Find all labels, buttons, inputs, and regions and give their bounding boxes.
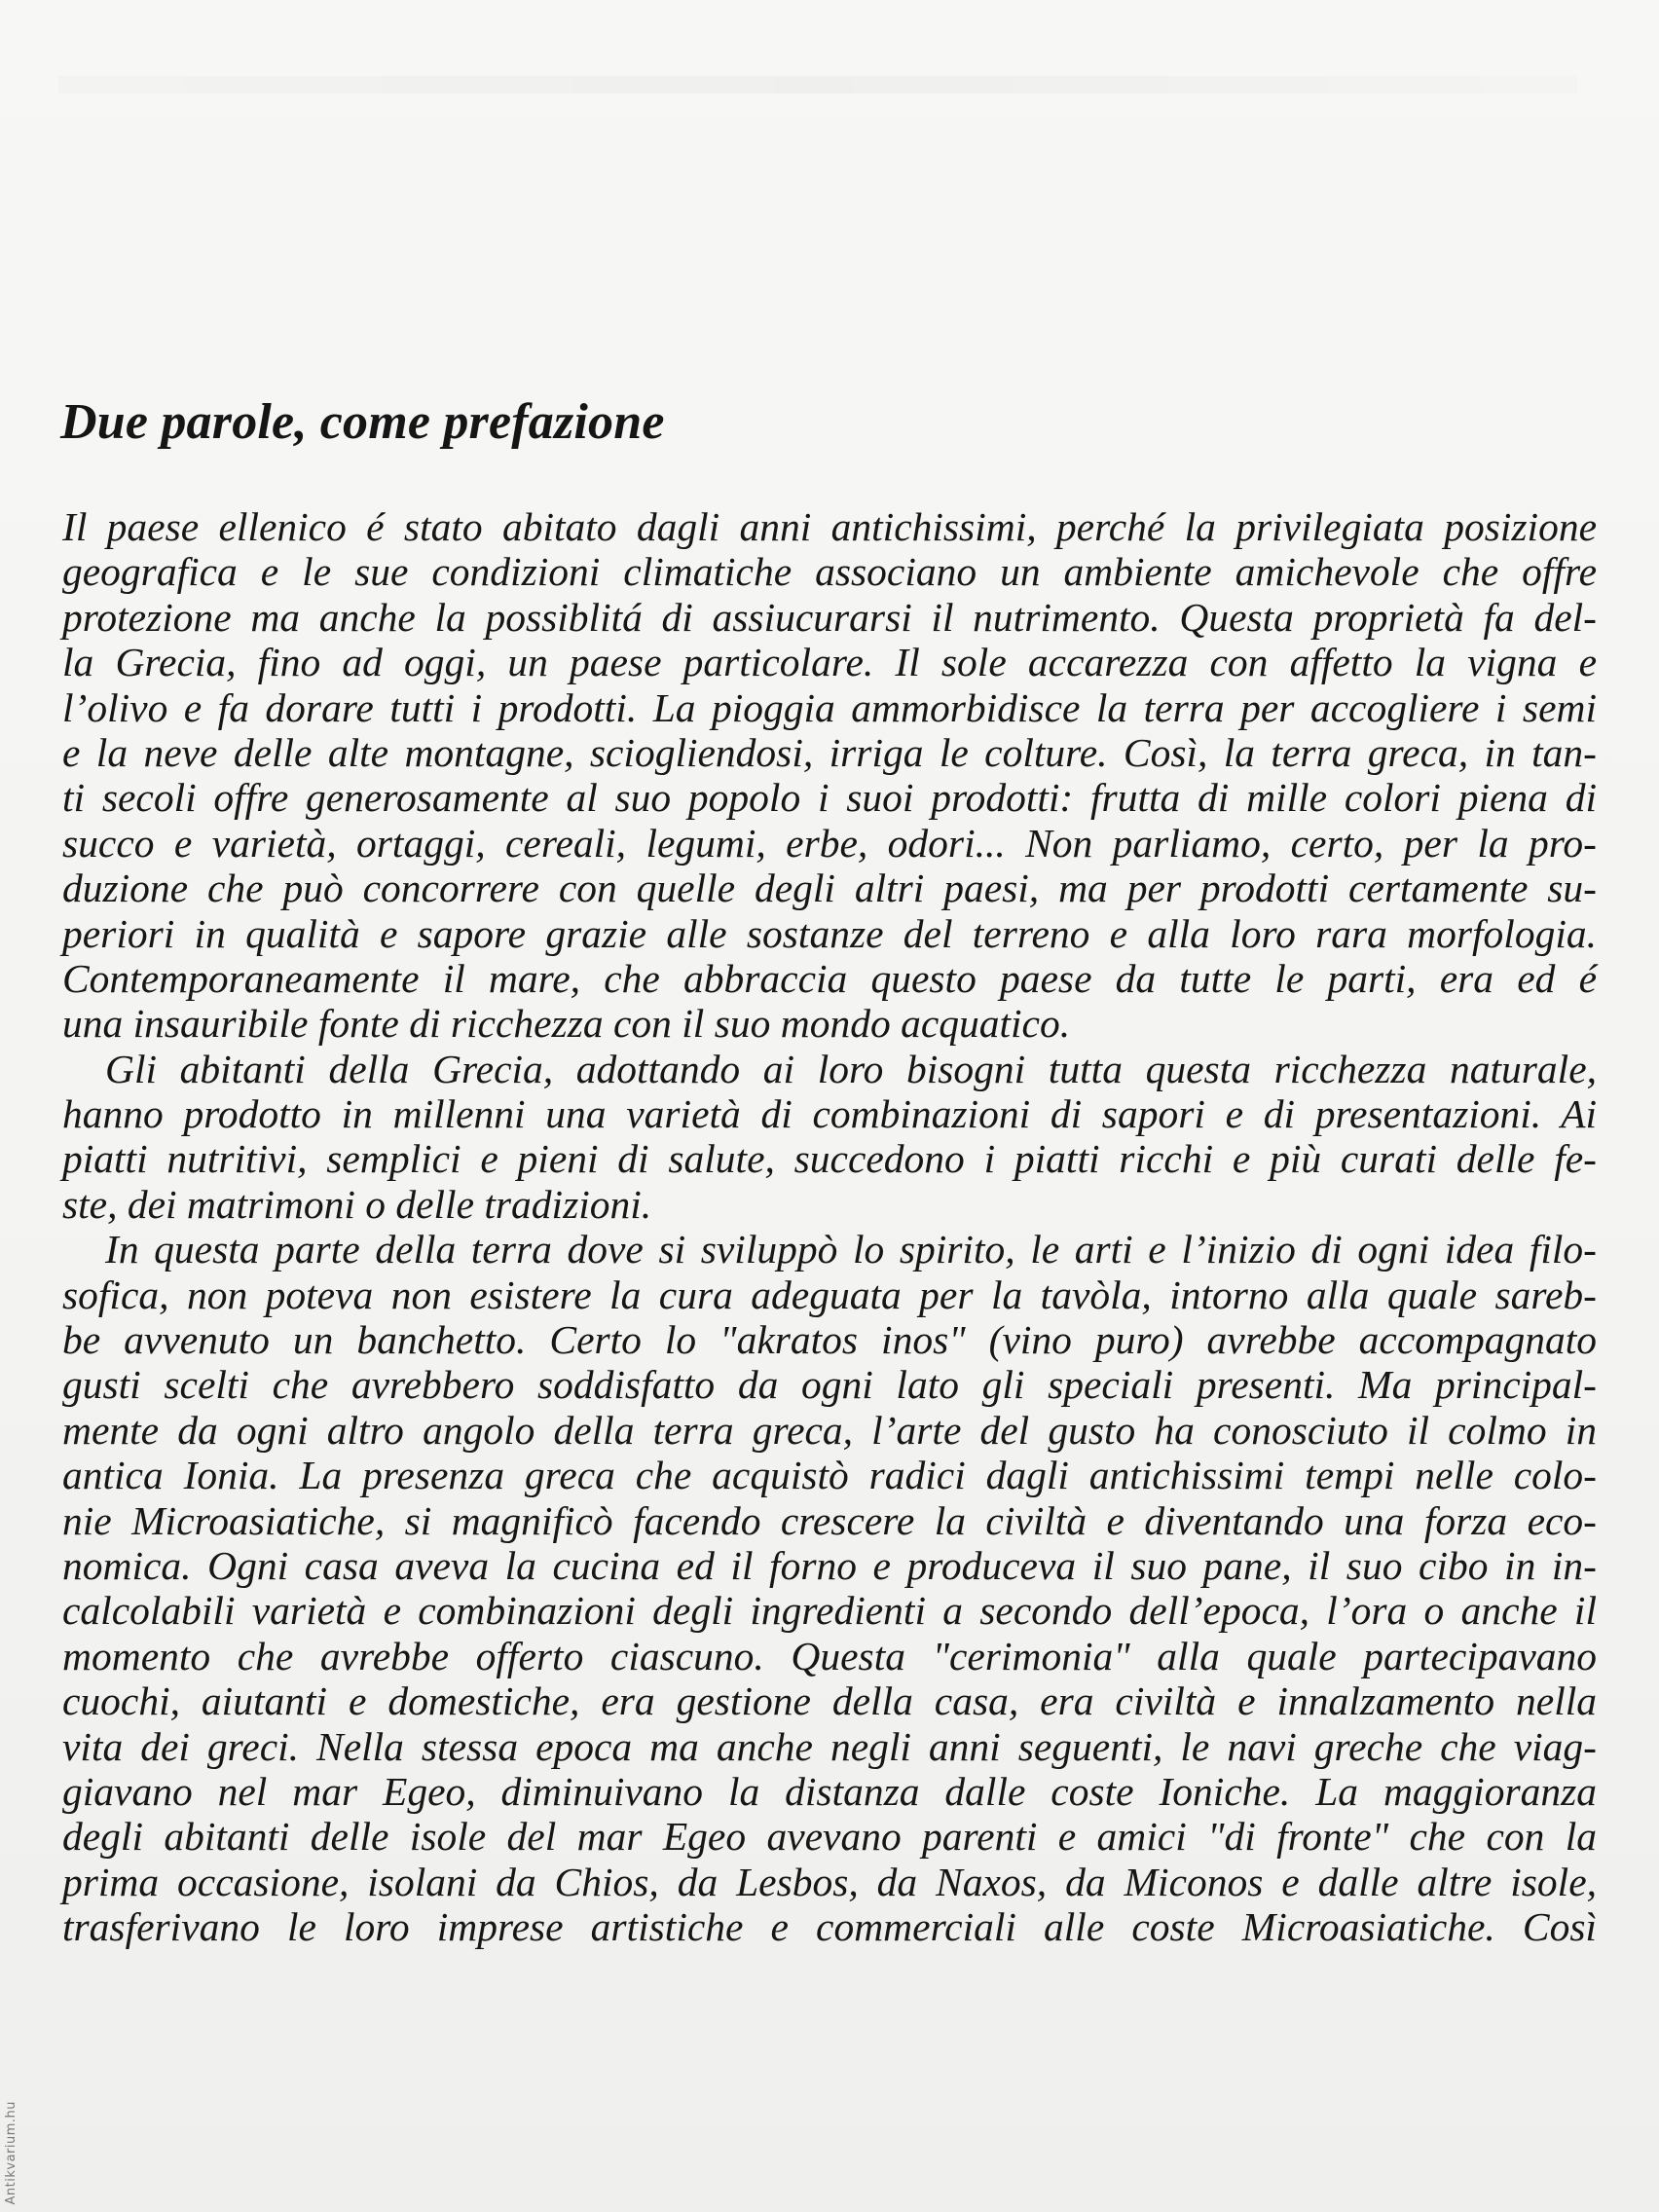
text-line: duzione che può concorrere con quelle degli altri paesi, ma per prodotti certamente su-: [62, 866, 1597, 911]
text-line: trasferivano le loro imprese artistiche e commerciali alle coste Microasiatiche. Così: [62, 1904, 1597, 1950]
text-line: la Grecia, fino ad oggi, un paese particolare. Il sole accarezza con affetto la vigna e: [62, 640, 1597, 685]
text-line: gusti scelti che avrebbero soddisfatto da ogni lato gli speciali presenti. Ma principal-: [62, 1362, 1597, 1408]
text-line: In questa parte della terra dove si sviluppò lo spirito, le arti e l’inizio di ogni idea filo-: [105, 1227, 1597, 1272]
show-through-shadow: [58, 76, 1577, 93]
text-line: sofica, non poteva non esistere la cura adeguata per la tavòla, intorno alla quale sareb-: [62, 1272, 1597, 1317]
text-line: periori in qualità e sapore grazie alle sostanze del terreno e alla loro rara morfologia.: [62, 910, 1597, 956]
text-line: calcolabili varietà e combinazioni degli ingredienti a secondo dell’epoca, l’ora o anche il: [62, 1588, 1597, 1634]
text-line: hanno prodotto in millenni una varietà di combinazioni di sapori e di presentazioni. Ai: [62, 1091, 1597, 1137]
text-line: Contemporaneamente il mare, che abbraccia questo paese da tutte le parti, era ed é: [62, 955, 1597, 1001]
text-line: l’olivo e fa dorare tutti i prodotti. La pioggia ammorbidisce la terra per accogliere i semi: [62, 684, 1597, 730]
text-line: nie Microasiatiche, si magnificò facendo crescere la civiltà e diventando una forza eco-: [62, 1497, 1597, 1543]
text-line: protezione ma anche la possiblitá di assiucurarsi il nutrimento. Questa proprietà fa del-: [62, 594, 1597, 640]
text-line: giavano nel mar Egeo, diminuivano la distanza dalle coste Ioniche. La maggioranza: [62, 1768, 1597, 1814]
text-line: Il paese ellenico é stato abitato dagli anni antichissimi, perché la privilegiata posizione: [62, 504, 1597, 549]
text-line: piatti nutritivi, semplici e pieni di salute, succedono i piatti ricchi e più curati delle fe-: [62, 1136, 1597, 1182]
text-line: e la neve delle alte montagne, sciogliendosi, irriga le colture. Così, la terra greca, in tan-: [62, 729, 1597, 775]
text-line: ste, dei matrimoni o delle tradizioni.: [62, 1181, 652, 1227]
text-line: cuochi, aiutanti e domestiche, era gestione della casa, era civiltà e innalzamento nella: [62, 1678, 1597, 1724]
text-line: Gli abitanti della Grecia, adottando ai loro bisogni tutta questa ricchezza naturale,: [105, 1046, 1597, 1091]
text-line: degli abitanti delle isole del mar Egeo avevano parenti e amici "di fronte" che con la: [62, 1814, 1597, 1860]
text-line: prima occasione, isolani da Chios, da Lesbos, da Naxos, da Miconos e dalle altre isole,: [62, 1859, 1597, 1904]
text-line: ti secoli offre generosamente al suo popolo i suoi prodotti: frutta di mille colori piena di: [62, 775, 1597, 821]
text-line: vita dei greci. Nella stessa epoca ma anche negli anni seguenti, le navi greche che viag-: [62, 1723, 1597, 1769]
text-line: momento che avrebbe offerto ciascuno. Questa "cerimonia" alla quale partecipavano: [62, 1633, 1597, 1678]
text-line: mente da ogni altro angolo della terra greca, l’arte del gusto ha conosciuto il colmo in: [62, 1407, 1597, 1453]
text-line: nomica. Ogni casa aveva la cucina ed il forno e produceva il suo pane, il suo cibo in in-: [62, 1542, 1597, 1588]
preface-body: [62, 504, 1597, 1950]
text-line: geografica e le sue condizioni climatiche associano un ambiente amichevole che offre: [62, 549, 1597, 595]
page-title: Due parole, come prefazione: [60, 394, 665, 450]
text-line: antica Ionia. La presenza greca che acquistò radici dagli antichissimi tempi nelle colo-: [62, 1453, 1597, 1498]
text-line: succo e varietà, ortaggi, cereali, legumi, erbe, odori... Non parliamo, certo, per la pro-: [62, 820, 1597, 866]
watermark: Antikvarium.hu: [4, 2100, 18, 2204]
text-line: be avvenuto un banchetto. Certo lo "akratos inos" (vino puro) avrebbe accompagnato: [62, 1317, 1597, 1363]
text-line: una insauribile fonte di ricchezza con il suo mondo acquatico.: [62, 1001, 1071, 1047]
